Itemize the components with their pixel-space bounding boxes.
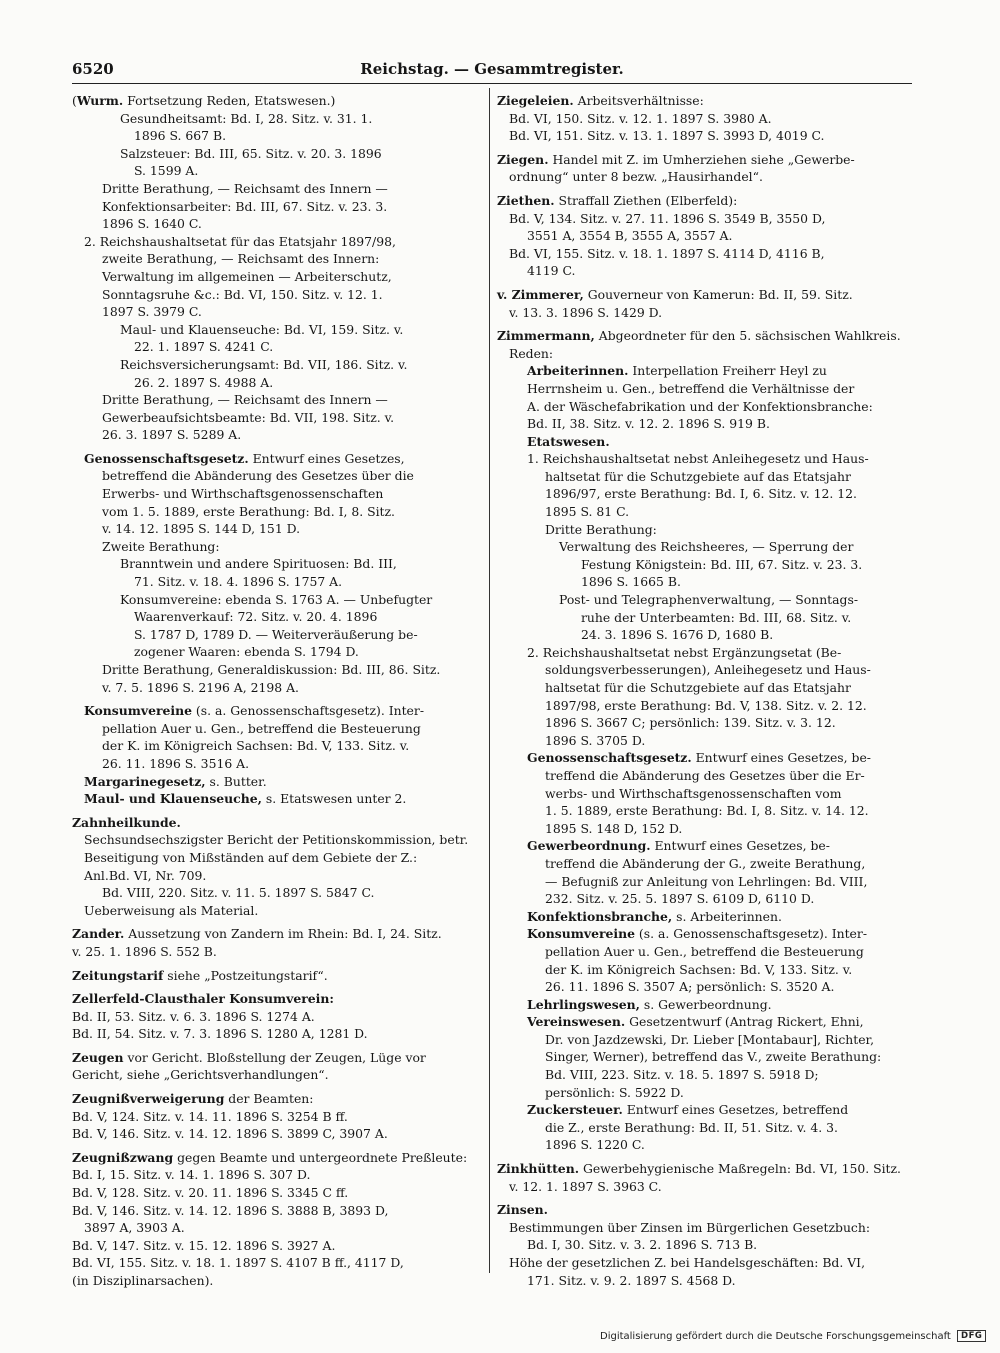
- entry-line: S. 1599 A.: [134, 163, 199, 179]
- entry-line: Bd. II, 54. Sitz. v. 7. 3. 1896 S. 1280 A, 1281 D.: [72, 1026, 368, 1042]
- entry-line: Beseitigung von Mißständen auf dem Gebiete der Z.:: [84, 849, 418, 865]
- entry-line: v. Zimmerer, Gouverneur von Kamerun: Bd. II, 59. Sitz.: [497, 286, 853, 302]
- entry-line: Sonntagsruhe &c.: Bd. VI, 150. Sitz. v. 12. 1.: [102, 286, 383, 302]
- entry-line: Zinsen.: [497, 1202, 548, 1218]
- entry-line: Maul- und Klauenseuche, s. Etatswesen unter 2.: [84, 791, 407, 807]
- entry-line: Bd. V, 128. Sitz. v. 20. 11. 1896 S. 3345 C ff.: [72, 1185, 349, 1201]
- entry-line: Arbeiterinnen. Interpellation Freiherr Heyl zu: [527, 363, 827, 379]
- dfg-logo: DFG: [957, 1330, 986, 1342]
- entry-line: Bd. II, 53. Sitz. v. 6. 3. 1896 S. 1274 A.: [72, 1008, 315, 1024]
- entry-line: haltsetat für die Schutzgebiete auf das Etatsjahr: [545, 468, 851, 484]
- entry-line: 26. 2. 1897 S. 4988 A.: [134, 374, 274, 390]
- entry-line: Bd. VIII, 220. Sitz. v. 11. 5. 1897 S. 5847 C.: [102, 885, 375, 901]
- index-entry: [497, 1160, 905, 1195]
- entry-line: Branntwein und andere Spirituosen: Bd. III,: [120, 556, 397, 572]
- entry-line: 1896 S. 3705 D.: [545, 732, 646, 748]
- entry-line: vom 1. 5. 1889, erste Berathung: Bd. I, 8. Sitz.: [102, 503, 396, 519]
- entry-line: Ziegeleien. Arbeitsverhältnisse:: [497, 93, 704, 108]
- index-entry: [72, 92, 480, 444]
- entry-line: Zahnheilkunde.: [72, 814, 181, 830]
- entry-line: Zeugnißverweigerung der Beamten:: [72, 1091, 314, 1107]
- entry-line: Zander. Aussetzung von Zandern im Rhein: Bd. I, 24. Sitz.: [72, 926, 442, 942]
- entry-line: Gewerbeaufsichtsbeamte: Bd. VII, 198. Sitz. v.: [102, 409, 395, 425]
- entry-line: ruhe der Unterbeamten: Bd. III, 68. Sitz. v.: [581, 609, 852, 625]
- entry-line: Dr. von Jazdzewski, Dr. Lieber [Montabaur], Richter,: [545, 1031, 875, 1047]
- entry-line: 26. 11. 1896 S. 3516 A.: [102, 755, 250, 771]
- left-column: [72, 92, 480, 1296]
- entry-line: Zellerfeld-Clausthaler Konsumverein:: [72, 991, 334, 1007]
- entry-line: Konfektionsarbeiter: Bd. III, 67. Sitz. v. 23. 3.: [102, 198, 388, 214]
- entry-line: Gewerbeordnung. Entwurf eines Gesetzes, be-: [527, 838, 830, 854]
- entry-line: v. 7. 5. 1896 S. 2196 A, 2198 A.: [102, 679, 299, 695]
- entry-line: Ziegen. Handel mit Z. im Umherziehen siehe „Gewerbe-: [497, 151, 855, 167]
- index-entry: [72, 990, 480, 1043]
- running-head: Reichstag. — Gesammtregister.: [360, 60, 624, 78]
- entry-line: 1895 S. 81 C.: [545, 504, 630, 520]
- entry-line: Zeugen vor Gericht. Bloßstellung der Zeugen, Lüge vor: [72, 1049, 426, 1065]
- header-rule: [72, 83, 912, 84]
- entry-line: 1896 S. 1640 C.: [102, 216, 202, 232]
- entry-line: Konfektionsbranche, s. Arbeiterinnen.: [527, 908, 782, 924]
- index-entry: [72, 1090, 480, 1143]
- entry-line: A. der Wäschefabrikation und der Konfektionsbranche:: [527, 398, 873, 414]
- index-entry: [497, 192, 905, 280]
- entry-line: Verwaltung des Reichsheeres, — Sperrung der: [559, 539, 854, 555]
- entry-line: Bestimmungen über Zinsen im Bürgerlichen Gesetzbuch:: [509, 1219, 871, 1235]
- entry-line: Bd. V, 124. Sitz. v. 14. 11. 1896 S. 3254 B ff.: [72, 1108, 348, 1124]
- index-entry: [72, 1049, 480, 1084]
- entry-line: Zeugnißzwang gegen Beamte und untergeordnete Preßleute:: [72, 1149, 468, 1165]
- index-entry: [72, 702, 480, 808]
- entry-line: 1896 S. 3667 C; persönlich: 139. Sitz. v. 3. 12.: [545, 715, 836, 731]
- entry-line: der K. im Königreich Sachsen: Bd. V, 133. Sitz. v.: [545, 961, 853, 977]
- entry-line: Lehrlingswesen, s. Gewerbeordnung.: [527, 996, 772, 1012]
- entry-line: 1896 S. 1220 C.: [545, 1137, 645, 1153]
- index-entry: [72, 450, 480, 696]
- footer-credit: [600, 1330, 986, 1342]
- entry-line: v. 14. 12. 1895 S. 144 D, 151 D.: [102, 521, 301, 537]
- entry-line: Konsumvereine (s. a. Genossenschaftsgesetz). Inter-: [527, 926, 868, 942]
- entry-line: Bd. VIII, 223. Sitz. v. 18. 5. 1897 S. 5918 D;: [545, 1067, 819, 1083]
- entry-line: Zeitungstarif siehe „Postzeitungstarif“.: [72, 967, 328, 983]
- entry-line: Herrnsheim u. Gen., betreffend die Verhältnisse der: [527, 380, 855, 396]
- entry-line: 3551 A, 3554 B, 3555 A, 3557 A.: [527, 228, 733, 244]
- index-entry: [497, 151, 905, 186]
- index-entry: [497, 92, 905, 145]
- entry-line: pellation Auer u. Gen., betreffend die Besteuerung: [102, 720, 421, 736]
- index-entry: [497, 286, 905, 321]
- entry-line: 1895 S. 148 D, 152 D.: [545, 820, 683, 836]
- entry-line: Dritte Berathung, — Reichsamt des Innern —: [102, 180, 388, 196]
- entry-line: Zuckersteuer. Entwurf eines Gesetzes, betreffend: [527, 1102, 849, 1118]
- entry-line: Gericht, siehe „Gerichtsverhandlungen“.: [72, 1067, 329, 1083]
- entry-line: 1896 S. 1665 B.: [581, 574, 681, 590]
- entry-line: Reichsversicherungsamt: Bd. VII, 186. Sitz. v.: [120, 356, 408, 372]
- entry-line: 1896 S. 667 B.: [134, 128, 227, 144]
- entry-line: Maul- und Klauenseuche: Bd. VI, 159. Sitz. v.: [120, 321, 404, 337]
- entry-line: Singer, Werner), betreffend das V., zweite Berathung:: [545, 1049, 882, 1065]
- entry-line: Bd. V, 147. Sitz. v. 15. 12. 1896 S. 3927 A.: [72, 1237, 336, 1253]
- entry-line: Bd. V, 146. Sitz. v. 14. 12. 1896 S. 3888 B, 3893 D,: [72, 1202, 389, 1218]
- entry-line: — Befugniß zur Anleitung von Lehrlingen: Bd. VIII,: [545, 873, 868, 889]
- entry-line: der K. im Königreich Sachsen: Bd. V, 133. Sitz. v.: [102, 738, 410, 754]
- right-column: [497, 92, 905, 1295]
- entry-line: Bd. V, 134. Sitz. v. 27. 11. 1896 S. 3549 B, 3550 D,: [509, 210, 826, 226]
- entry-line: 1. Reichshaushaltsetat nebst Anleihegesetz und Haus-: [527, 451, 869, 467]
- entry-line: Bd. I, 15. Sitz. v. 14. 1. 1896 S. 307 D.: [72, 1167, 311, 1183]
- entry-line: 4119 C.: [527, 263, 576, 279]
- entry-line: zogener Waaren: ebenda S. 1794 D.: [134, 644, 359, 660]
- entry-line: Reden:: [509, 345, 554, 361]
- entry-line: 1897 S. 3979 C.: [102, 304, 202, 320]
- entry-line: treffend die Abänderung der G., zweite Berathung,: [545, 855, 866, 871]
- entry-line: (in Disziplinarsachen).: [72, 1273, 214, 1288]
- entry-line: Ziethen. Straffall Ziethen (Elberfeld):: [497, 192, 738, 208]
- entry-line: Genossenschaftsgesetz. Entwurf eines Gesetzes, be-: [527, 750, 871, 766]
- entry-line: soldungsverbesserungen), Anleihegesetz und Haus-: [545, 662, 871, 678]
- entry-line: 22. 1. 1897 S. 4241 C.: [134, 339, 274, 355]
- entry-line: ordnung“ unter 8 bezw. „Hausirhandel“.: [509, 169, 763, 185]
- entry-line: Salzsteuer: Bd. III, 65. Sitz. v. 20. 3. 1896: [120, 145, 382, 161]
- entry-line: Bd. I, 30. Sitz. v. 3. 2. 1896 S. 713 B.: [527, 1237, 758, 1253]
- entry-line: 26. 3. 1897 S. 5289 A.: [102, 427, 242, 443]
- entry-line: Bd. VI, 150. Sitz. v. 12. 1. 1897 S. 3980 A.: [509, 110, 772, 126]
- entry-line: 2. Reichshaushaltsetat für das Etatsjahr 1897/98,: [84, 233, 396, 249]
- entry-line: S. 1787 D, 1789 D. — Weiterveräußerung be-: [134, 626, 418, 642]
- entry-line: Vereinswesen. Gesetzentwurf (Antrag Rickert, Ehni,: [527, 1014, 864, 1030]
- page-number: 6520: [72, 60, 114, 78]
- entry-line: Zweite Berathung:: [102, 538, 220, 554]
- column-divider: [489, 88, 490, 1273]
- page-header: [72, 60, 912, 82]
- entry-line: v. 12. 1. 1897 S. 3963 C.: [509, 1178, 662, 1194]
- entry-line: werbs- und Wirthschaftsgenossenschaften vom: [545, 785, 842, 801]
- footer-credit-text: Digitalisierung gefördert durch die Deutsche Forschungsgemeinschaft: [600, 1331, 951, 1342]
- entry-line: 232. Sitz. v. 25. 5. 1897 S. 6109 D, 6110 D.: [545, 891, 815, 907]
- entry-line: Konsumvereine (s. a. Genossenschaftsgesetz). Inter-: [84, 703, 425, 719]
- index-entry: [72, 925, 480, 960]
- index-entry: [497, 327, 905, 1154]
- entry-line: die Z., erste Berathung: Bd. II, 51. Sitz. v. 4. 3.: [545, 1119, 838, 1135]
- entry-line: Dritte Berathung, Generaldiskussion: Bd. III, 86. Sitz.: [102, 662, 441, 677]
- index-entry: [72, 814, 480, 920]
- entry-line: Zinkhütten. Gewerbehygienische Maßregeln: Bd. VI, 150. Sitz.: [497, 1161, 901, 1177]
- entry-line: 171. Sitz. v. 9. 2. 1897 S. 4568 D.: [527, 1272, 736, 1288]
- entry-line: Margarinegesetz, s. Butter.: [84, 773, 267, 789]
- entry-line: betreffend die Abänderung des Gesetzes über die: [102, 468, 414, 484]
- entry-line: 24. 3. 1896 S. 1676 D, 1680 B.: [581, 627, 774, 643]
- entry-line: Ueberweisung als Material.: [84, 902, 259, 918]
- entry-line: Bd. II, 38. Sitz. v. 12. 2. 1896 S. 919 B.: [527, 416, 770, 432]
- entry-line: Post- und Telegraphenverwaltung, — Sonntags-: [559, 592, 859, 608]
- index-entry: [72, 967, 480, 985]
- entry-line: v. 25. 1. 1896 S. 552 B.: [72, 943, 217, 959]
- entry-line: Bd. VI, 155. Sitz. v. 18. 1. 1897 S. 4114 D, 4116 B,: [509, 245, 825, 261]
- entry-line: Erwerbs- und Wirthschaftsgenossenschaften: [102, 486, 384, 502]
- entry-line: haltsetat für die Schutzgebiete auf das Etatsjahr: [545, 680, 851, 695]
- entry-line: Verwaltung im allgemeinen — Arbeiterschutz,: [102, 268, 392, 284]
- entry-line: Genossenschaftsgesetz. Entwurf eines Gesetzes,: [84, 450, 405, 466]
- entry-line: Waarenverkauf: 72. Sitz. v. 20. 4. 1896: [134, 609, 378, 625]
- index-entry: [72, 1149, 480, 1290]
- entry-line: Bd. V, 146. Sitz. v. 14. 12. 1896 S. 3899 C, 3907 A.: [72, 1126, 388, 1142]
- entry-line: 1. 5. 1889, erste Berathung: Bd. I, 8. Sitz. v. 14. 12.: [545, 803, 869, 819]
- entry-line: Sechsundsechszigster Bericht der Petitionskommission, betr.: [84, 832, 469, 848]
- entry-line: Höhe der gesetzlichen Z. bei Handelsgeschäften: Bd. VI,: [509, 1255, 866, 1270]
- entry-line: 26. 11. 1896 S. 3507 A; persönlich: S. 3520 A.: [545, 979, 835, 995]
- entry-line: (Wurm. Fortsetzung Reden, Etatswesen.): [72, 93, 336, 108]
- entry-line: 2. Reichshaushaltsetat nebst Ergänzungsetat (Be-: [527, 644, 842, 660]
- entry-line: Zimmermann, Abgeordneter für den 5. sächsischen Wahlkreis.: [497, 328, 901, 344]
- entry-line: Gesundheitsamt: Bd. I, 28. Sitz. v. 31. 1.: [120, 110, 373, 126]
- entry-line: 3897 A, 3903 A.: [84, 1220, 185, 1236]
- entry-line: treffend die Abänderung des Gesetzes über die Er-: [545, 767, 865, 783]
- entry-line: Etatswesen.: [527, 433, 610, 449]
- entry-line: 1896/97, erste Berathung: Bd. I, 6. Sitz. v. 12. 12.: [545, 486, 857, 502]
- index-entry: [497, 1201, 905, 1289]
- entry-line: Konsumvereine: ebenda S. 1763 A. — Unbefugter: [120, 591, 433, 607]
- entry-line: persönlich: S. 5922 D.: [545, 1084, 684, 1100]
- entry-line: 71. Sitz. v. 18. 4. 1896 S. 1757 A.: [134, 574, 343, 590]
- entry-line: 1897/98, erste Berathung: Bd. V, 138. Sitz. v. 2. 12.: [545, 697, 867, 713]
- entry-line: Festung Königstein: Bd. III, 67. Sitz. v. 23. 3.: [581, 556, 863, 572]
- entry-line: Dritte Berathung, — Reichsamt des Innern —: [102, 392, 388, 408]
- entry-line: Anl.Bd. VI, Nr. 709.: [84, 867, 207, 883]
- entry-line: Bd. VI, 151. Sitz. v. 13. 1. 1897 S. 3993 D, 4019 C.: [509, 128, 825, 144]
- entry-line: v. 13. 3. 1896 S. 1429 D.: [509, 304, 663, 320]
- entry-line: zweite Berathung, — Reichsamt des Innern:: [102, 251, 380, 267]
- entry-line: pellation Auer u. Gen., betreffend die Besteuerung: [545, 943, 864, 959]
- entry-line: Bd. VI, 155. Sitz. v. 18. 1. 1897 S. 4107 B ff., 4117 D,: [72, 1255, 404, 1271]
- entry-line: Dritte Berathung:: [545, 521, 657, 537]
